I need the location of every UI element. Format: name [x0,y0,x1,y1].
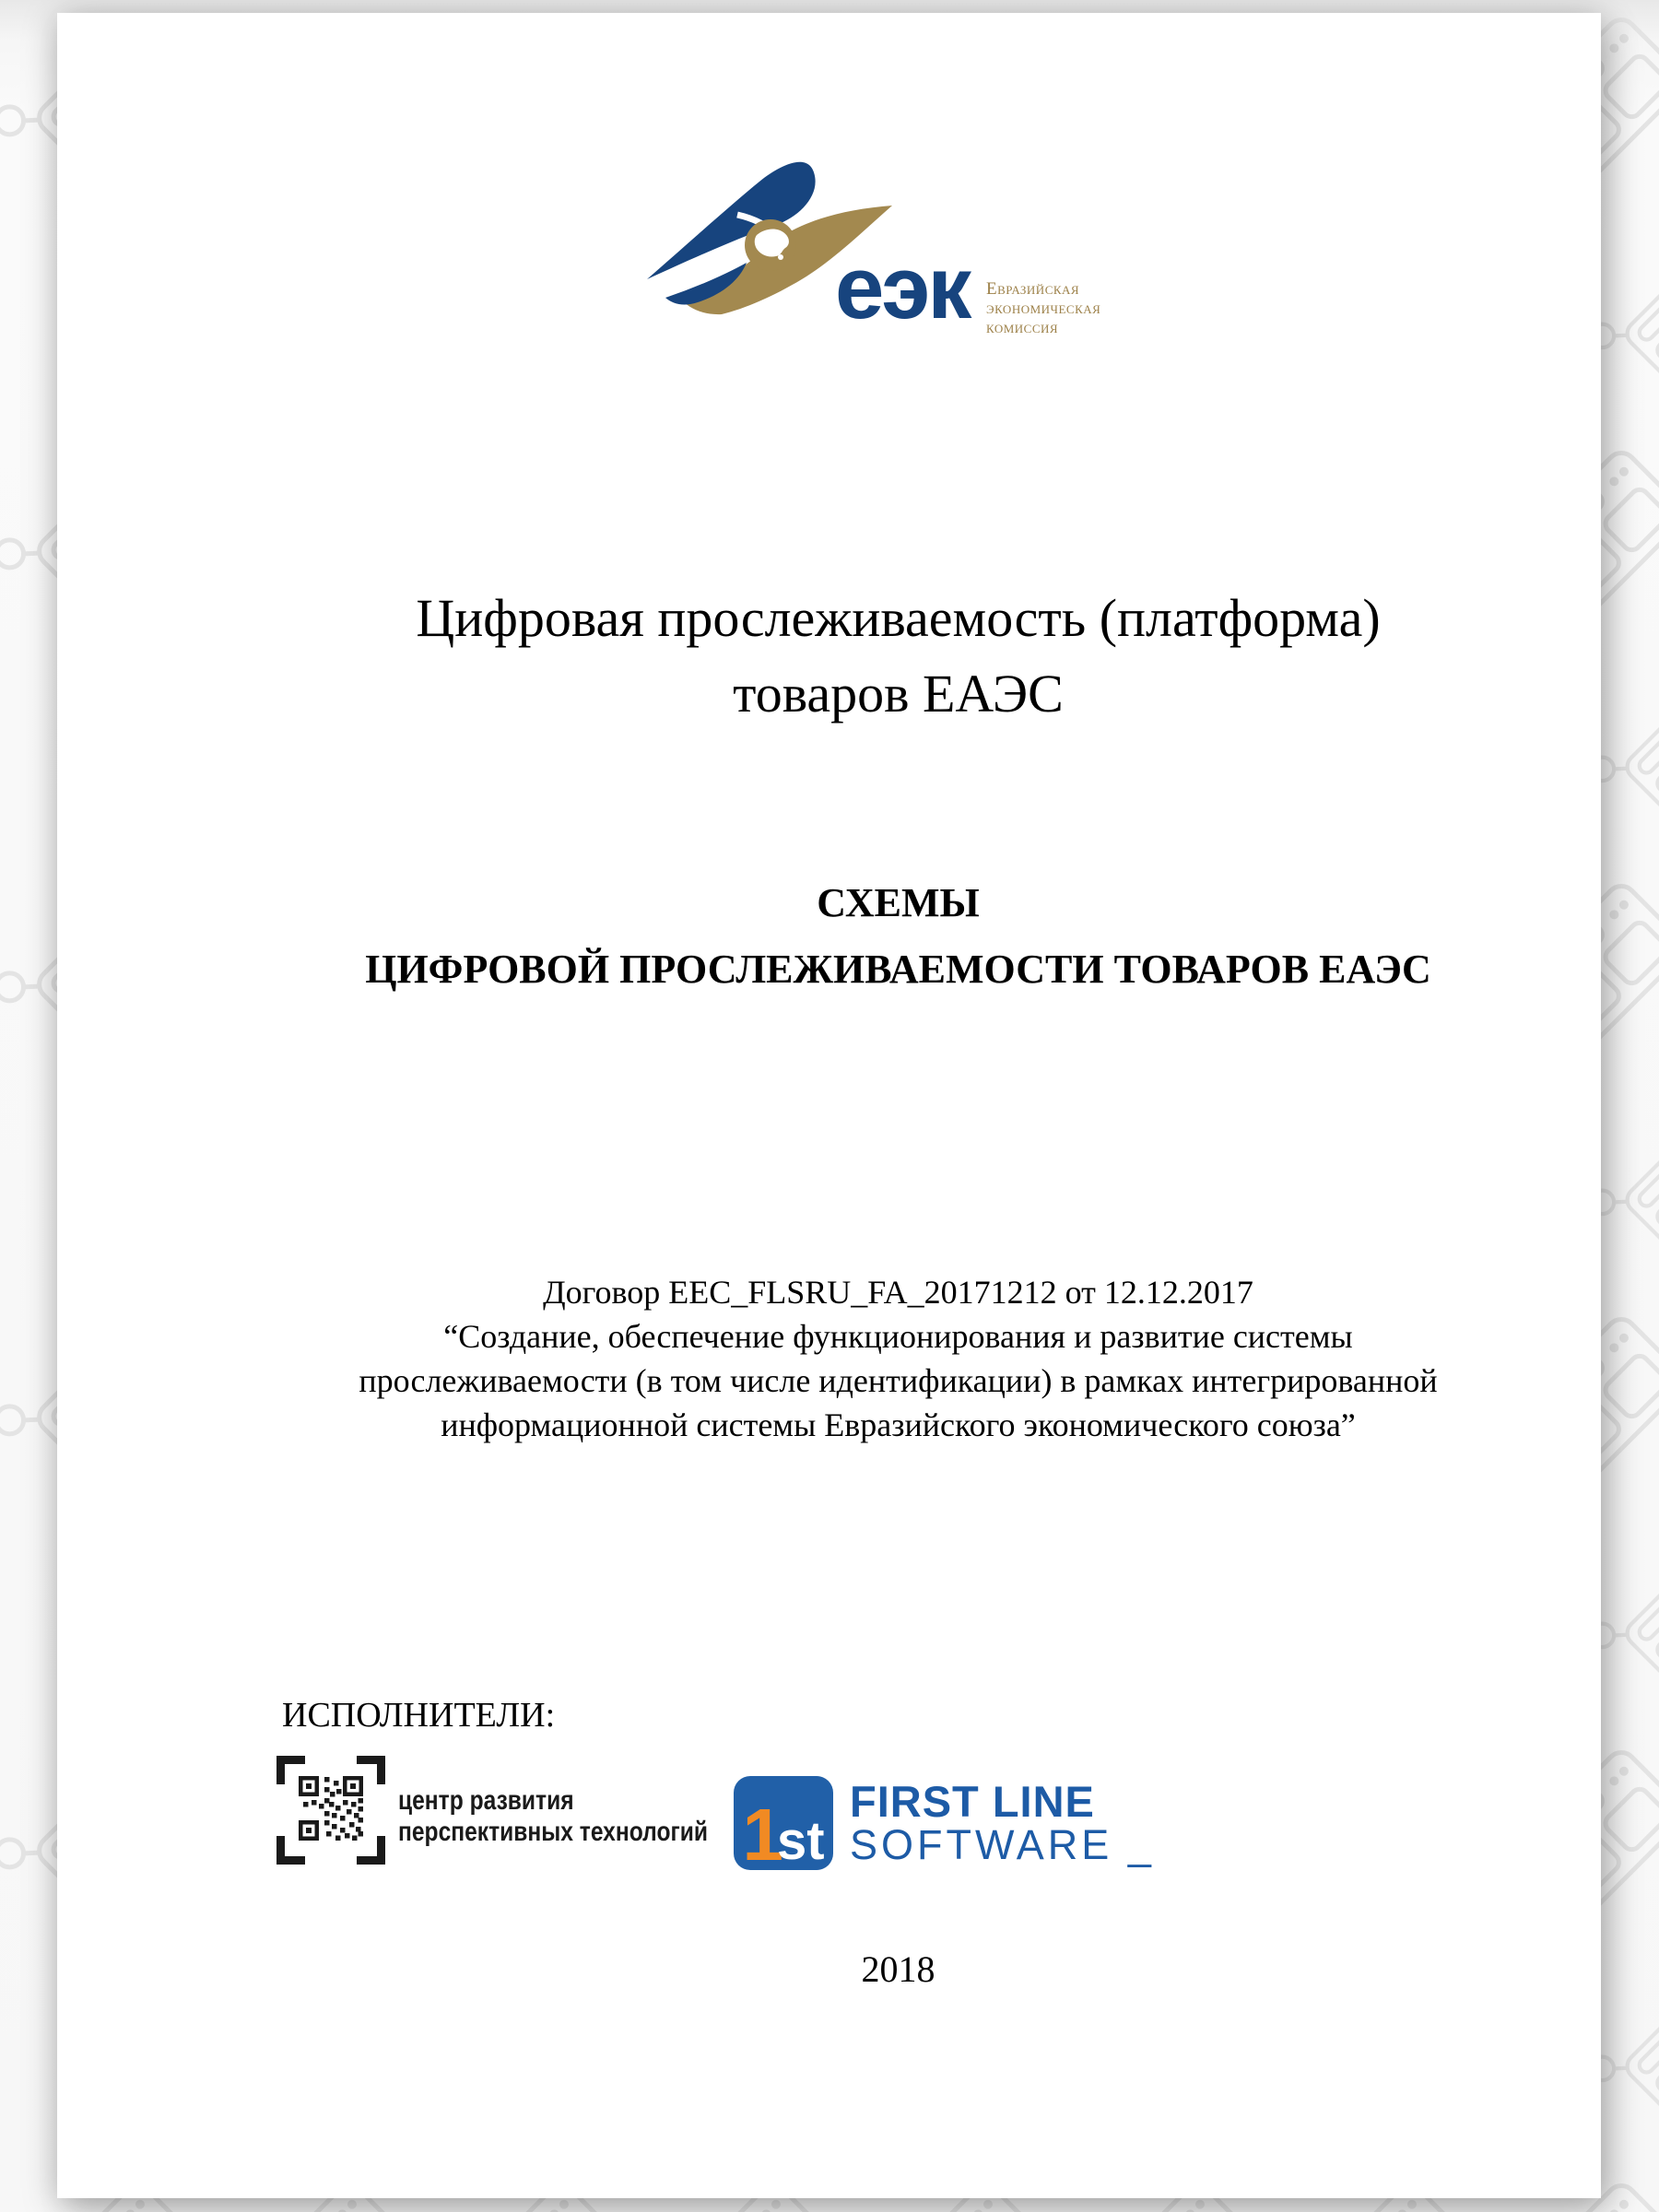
eec-wordmark: еэк [835,239,970,337]
contract-quote-line: информационной системы Евразийского экономического союза” [441,1406,1356,1443]
contract-quote-line: прослеживаемости (в том числе идентификации) в рамках интегрированной [359,1362,1438,1399]
fls-name-line-2: SOFTWARE _ [850,1821,1155,1868]
eec-org-line: экономическая [986,299,1101,318]
crpt-name [398,1785,708,1848]
eec-logo [645,158,1180,351]
qr-code-icon [276,1756,385,1865]
contract-quote-line: “Создание, обеспечение функционирования и развитие системы [443,1318,1353,1355]
fls-name [850,1777,1155,1868]
document-title [195,581,1601,732]
contract-agreement: Договор EEC_FLSRU_FA_20171212 от 12.12.2017 [543,1274,1253,1311]
fls-badge-number: 1 [742,1794,783,1876]
contract-block [195,1270,1601,1447]
document-page [57,13,1601,2198]
eec-org-name [986,279,1100,337]
fls-name-line-1: FIRST LINE [850,1777,1095,1826]
title-line-1: Цифровая прослеживаемость (платформа) [416,588,1381,648]
crpt-logo [276,1756,776,1865]
subtitle-line-1: СХЕМЫ [817,880,980,925]
fls-badge-suffix: st [776,1810,825,1871]
document-year: 2018 [861,1948,935,1990]
eec-org-line: комиссия [986,318,1059,337]
first-line-software-logo [734,1776,1155,1876]
fls-badge-icon [734,1776,833,1876]
title-line-2: товаров ЕАЭС [733,664,1064,724]
crpt-name-line-1: центр развития [398,1785,574,1816]
subtitle-line-2: ЦИФРОВОЙ ПРОСЛЕЖИВАЕМОСТИ ТОВАРОВ ЕАЭС [365,947,1431,992]
document-subtitle [195,870,1601,1003]
executors-heading: ИСПОЛНИТЕЛИ: [282,1696,556,1735]
crpt-name-line-2: перспективных технологий [398,1817,708,1847]
eec-org-line: Евразийская [986,279,1080,299]
